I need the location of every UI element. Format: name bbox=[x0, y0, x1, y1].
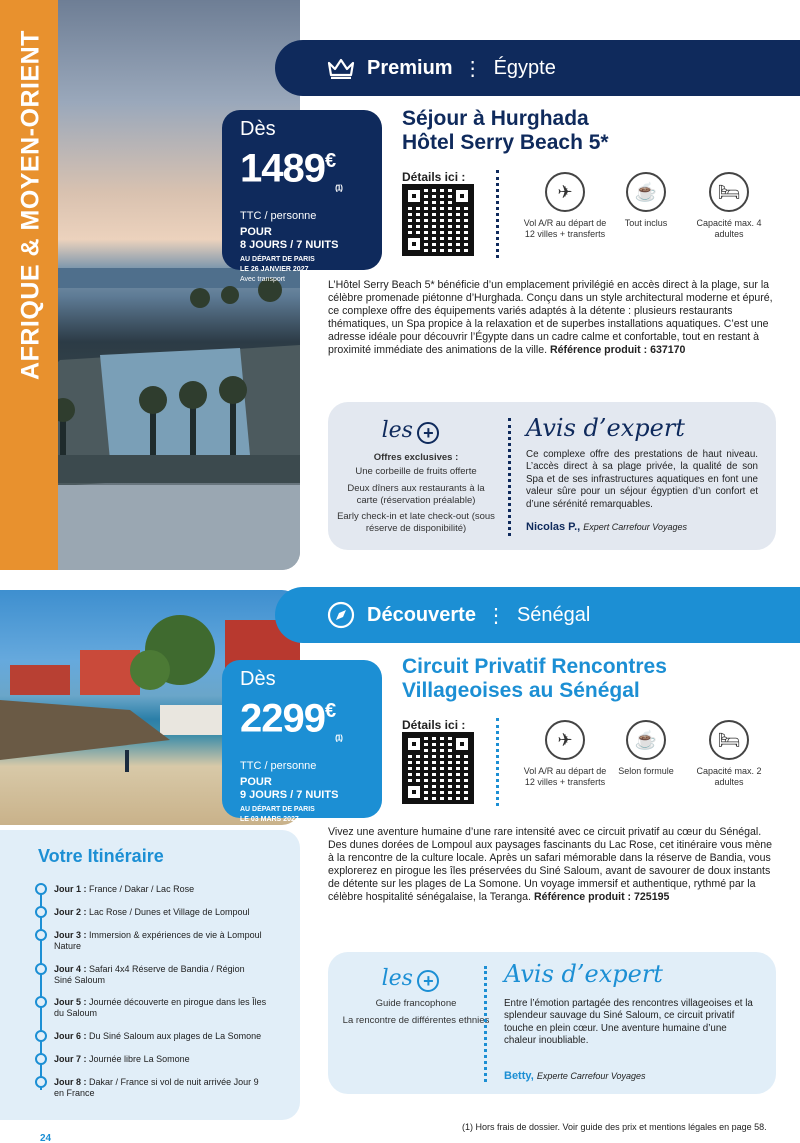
crown-icon bbox=[327, 57, 355, 79]
bed-icon: 🛏 bbox=[709, 720, 749, 760]
les-plus-box bbox=[328, 952, 776, 1094]
plus-title: Offres exclusives : bbox=[373, 452, 459, 463]
itinerary-day: Jour 8 : Dakar / France si vol de nuit arrivée Jour 9 en France bbox=[40, 1077, 280, 1099]
expert-signature: Nicolas P., Expert Carrefour Voyages bbox=[526, 521, 687, 533]
dotted-separator bbox=[484, 966, 487, 1082]
duration-label: 8 JOURS / 7 NUITS bbox=[240, 239, 339, 252]
price-unit: TTC / personne bbox=[240, 210, 317, 223]
region-label: AFRIQUE & MOYEN-ORIENT bbox=[16, 30, 45, 380]
avis-expert-heading: Avis d’expert bbox=[504, 960, 663, 988]
plus-icon: + bbox=[417, 422, 439, 444]
expert-signature: Betty, Experte Carrefour Voyages bbox=[504, 1070, 646, 1082]
details-label: Détails ici : bbox=[402, 718, 466, 732]
legal-footnote: (1) Hors frais de dossier. Voir guide des prix et mentions légales en page 58. bbox=[462, 1122, 767, 1132]
price-box bbox=[222, 660, 382, 824]
feature-capacity: 🛏 Capacité max. 4 adultes bbox=[684, 172, 774, 240]
avis-expert-heading: Avis d’expert bbox=[526, 414, 685, 442]
destination-label: Sénégal bbox=[516, 603, 591, 626]
premium-header-bar bbox=[275, 40, 800, 96]
details-label: Détails ici : bbox=[402, 170, 466, 184]
expert-review: Entre l’émotion partagée des rencontres villageoises et la splendeur sauvage du Siné Saloum, ce circuit privatif touche en plein cœur. Une aventure humaine d’une chaleur inoubliable. bbox=[504, 998, 753, 1047]
pour-label: POUR bbox=[240, 776, 272, 789]
bed-icon: 🛏 bbox=[709, 172, 749, 212]
price-unit: TTC / personne bbox=[240, 760, 317, 773]
les-plus-heading: les + bbox=[328, 418, 493, 444]
feature-flight: ✈ Vol A/R au départ de 12 villes + transferts bbox=[520, 720, 610, 788]
plus-item: La rencontre de différentes ethnies bbox=[342, 1015, 490, 1026]
departure-city: AU DÉPART DE PARIS bbox=[240, 256, 315, 264]
plane-icon: ✈ bbox=[545, 172, 585, 212]
pour-label: POUR bbox=[240, 226, 272, 239]
plus-item: Guide francophone bbox=[375, 998, 457, 1009]
qr-code[interactable] bbox=[402, 732, 474, 804]
destination-label: Égypte bbox=[493, 56, 556, 79]
feature-capacity: 🛏 Capacité max. 2 adultes bbox=[684, 720, 774, 788]
plus-item: Early check-in et late check-out (sous réserve de disponibilité) bbox=[337, 511, 495, 534]
transport-note: Avec transport bbox=[240, 276, 286, 284]
price-value: $2299^€_{(1)}$ bbox=[240, 696, 342, 743]
price-box bbox=[222, 110, 382, 284]
category-label: Découverte bbox=[367, 603, 476, 626]
departure-date: LE 26 JANVIER 2027 bbox=[240, 266, 309, 274]
les-plus-box bbox=[328, 402, 776, 550]
offer-title: Circuit Privatif Rencontres Villageoises au Sénégal bbox=[402, 655, 667, 702]
itinerary-day: Jour 1 : France / Dakar / Lac Rose bbox=[40, 884, 280, 895]
itinerary-title: Votre Itinéraire bbox=[38, 846, 164, 866]
cup-icon: ☕ bbox=[626, 172, 666, 212]
cup-icon: ☕ bbox=[626, 720, 666, 760]
page-number: 24 bbox=[40, 1133, 52, 1143]
separator: ⋮ bbox=[485, 604, 507, 627]
dotted-separator bbox=[496, 718, 499, 806]
price-from-label: Dès bbox=[240, 118, 276, 140]
itinerary-day: Jour 2 : Lac Rose / Dunes et Village de Lompoul bbox=[40, 907, 280, 918]
itinerary-day: Jour 6 : Du Siné Saloum aux plages de La Somone bbox=[40, 1031, 280, 1042]
feature-flight: ✈ Vol A/R au départ de 12 villes + transferts bbox=[520, 172, 610, 240]
duration-label: 9 JOURS / 7 NUITS bbox=[240, 789, 339, 802]
plus-item: Une corbeille de fruits offerte bbox=[355, 466, 477, 477]
itinerary-day: Jour 7 : Journée libre La Somone bbox=[40, 1054, 280, 1065]
offer-title: Séjour à Hurghada Hôtel Serry Beach 5* bbox=[402, 107, 609, 154]
les-plus-heading: les + bbox=[328, 966, 493, 992]
dotted-separator bbox=[508, 418, 511, 536]
dotted-separator bbox=[496, 170, 499, 258]
category-label: Premium bbox=[367, 56, 453, 79]
plus-item: Deux dîners aux restaurants à la carte (réservation préalable) bbox=[347, 483, 485, 506]
feature-board: ☕ Selon formule bbox=[601, 720, 691, 777]
departure-city: AU DÉPART DE PARIS bbox=[240, 806, 315, 814]
itinerary-day: Jour 3 : Immersion & expériences de vie à Lompoul Nature bbox=[40, 930, 280, 952]
region-side-band bbox=[0, 0, 58, 570]
expert-review: Ce complexe offre des prestations de haut niveau. L’accès direct à sa plage privée, la qualité de son Spa et de ses infrastructures aquatiques en font une valeur sûre pour un séjour égyptien d’un confort et d’une sérénité remarquables. bbox=[526, 449, 758, 510]
feature-board: ☕ Tout inclus bbox=[601, 172, 691, 229]
compass-icon bbox=[327, 601, 355, 629]
qr-code[interactable] bbox=[402, 184, 474, 256]
price-from-label: Dès bbox=[240, 668, 276, 690]
plane-icon: ✈ bbox=[545, 720, 585, 760]
offer-description: L’Hôtel Serry Beach 5* bénéficie d’un emplacement privilégié en accès direct à la plage, sur la célèbre promenade piétonne d’Hurghada. Conçu dans un style architectural moderne et épuré, ce complexe offre des équipements variés adaptés à la détente : plusieurs restaurants thématiques, un Spa propice à la relaxation et de superbes installations aquatiques. C’est une adresse idéale pour découvrir l’Égypte dans un cadre calme et confortable, tout en restant à proximité immédiate des animations de la ville. Référence produit : 637170 bbox=[328, 279, 773, 356]
discovery-header-bar bbox=[275, 587, 800, 643]
separator: ⋮ bbox=[462, 57, 484, 80]
departure-date: LE 03 MARS 2027 bbox=[240, 816, 299, 824]
itinerary-day: Jour 5 : Journée découverte en pirogue dans les Îles du Saloum bbox=[40, 997, 280, 1019]
offer-description: Vivez une aventure humaine d’une rare intensité avec ce circuit privatif au cœur du Sénégal. Des dunes dorées de Lompoul aux paysages fascinants du Lac Rose, cet itinéraire vous mène à la rencontre de la culture locale. Après un safari mémorable dans la réserve de Bandia, vous explorerez en pirogue les îles préservées du Siné Saloum, avant de savourer de doux instants de détente sur les plages de La Somone. Un voyage immersif et authentique, rythmé par la célèbre hospitalité sénégalaise, la Teranga. Référence produit : 725195 bbox=[328, 826, 773, 903]
itinerary-day: Jour 4 : Safari 4x4 Réserve de Bandia / Région Siné Saloum bbox=[40, 964, 280, 986]
plus-icon: + bbox=[417, 970, 439, 992]
price-value: $1489^€_{(1)}$ bbox=[240, 146, 342, 193]
